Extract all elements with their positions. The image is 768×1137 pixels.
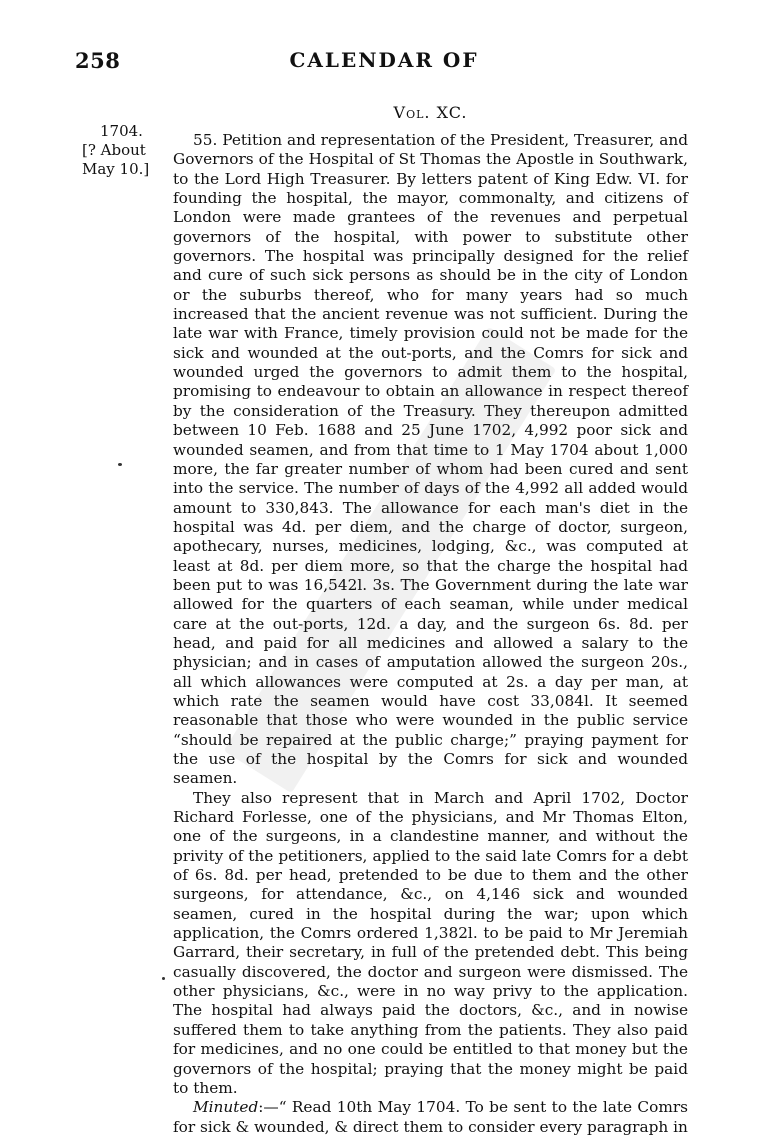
minuted-label: Minuted (193, 1098, 259, 1117)
page-header (75, 48, 693, 78)
page-number: 258 (75, 48, 121, 73)
margin-date (82, 122, 164, 179)
running-head: CALENDAR OF (289, 48, 479, 72)
stray-mark (162, 977, 165, 980)
entry-paragraph-2: They also represent that in March and April 1702, Doctor Richard Forlesse, one of the physicians, and Mr Thomas Elton, one of the surgeons, in a clandestine manner, and without the privity of the petitioners, applied to the said late Comrs for a debt of 6s. 8d. per head, pretended to be due to them and the other surgeons, for attendance, &c., on 4,146 sick and wounded seamen, cured in the hospital during the war; upon which application, the Comrs ordered 1,382l. to be paid to Mr Jeremiah Garrard, their secretary, in full of the pretended debt. This being casually discovered, the doctor and surgeon were dismissed. The other physicians, &c., were in no way privy to the application. The hospital had always paid the doctors, &c., and in nowise suffered them to take anything from the patients. They also paid for medicines, and no one could be entitled to that money but the governors of the hospital; praying that the money might be paid to them. (173, 788, 688, 1097)
calendar-entry (173, 131, 688, 1137)
entry-minute (173, 1098, 688, 1137)
stray-mark (118, 463, 122, 466)
margin-date-line1: [? About (82, 141, 146, 159)
minuted-text: :—“ Read 10th May 1704. To be sent to the late Comrs for sick & wounded, & direct them to consider every paragraph in (173, 1098, 688, 1136)
margin-year: 1704. (100, 122, 143, 140)
volume-heading: Vol. XC. (393, 103, 468, 122)
margin-date-line2: May 10.] (82, 160, 150, 178)
entry-paragraph-1: 55. Petition and representation of the President, Treasurer, and Governors of the Hospital of St Thomas the Apostle in Southwark, to the Lord High Treasurer. By letters patent of King Edw. VI. for founding the hospital, the mayor, commonalty, and citizens of London were made grantees of the revenues and perpetual governors of the hospital, with power to substitute other governors. The hospital was principally designed for the relief and cure of such sick persons as should be in the city of London or the suburbs thereof, who for many years had so much increased that the ancient revenue was not sufficient. During the late war with France, timely provision could not be made for the sick and wounded at the out-ports, and the Comrs for sick and wounded urged the governors to admit them to the hospital, promising to endeavour to obtain an allowance in respect thereof by the consideration of the Treasury. They thereupon admitted between 10 Feb. 1688 and 25 June 1702, 4,992 poor sick and wounded seamen, and from that time to 1 May 1704 about 1,000 more, the far greater number of whom had been cured and sent into the service. The number of days of the 4,992 all added would amount to 330,843. The allowance for each man's diet in the hospital was 4d. per diem, and the charge of doctor, surgeon, apothecary, nurses, medicines, lodging, &c., was computed at least at 8d. per diem more, so that the charge the hospital had been put to was 16,542l. 3s. The Government during the late war allowed for the quarters of each seaman, while under medical care at the out-ports, 12d. a day, and the surgeon 6s. 8d. per head, and paid for all medicines and allowed a salary to the physician; and in cases of amputation allowed the surgeon 20s., all which allowances were computed at 2s. a day per man, at which rate the seamen would have cost 33,084l. It seemed reasonable that those who were wounded in the public service “should be repaired at the public charge;” praying payment for the use of the hospital by the Comrs for sick and wounded seamen. (173, 131, 688, 788)
